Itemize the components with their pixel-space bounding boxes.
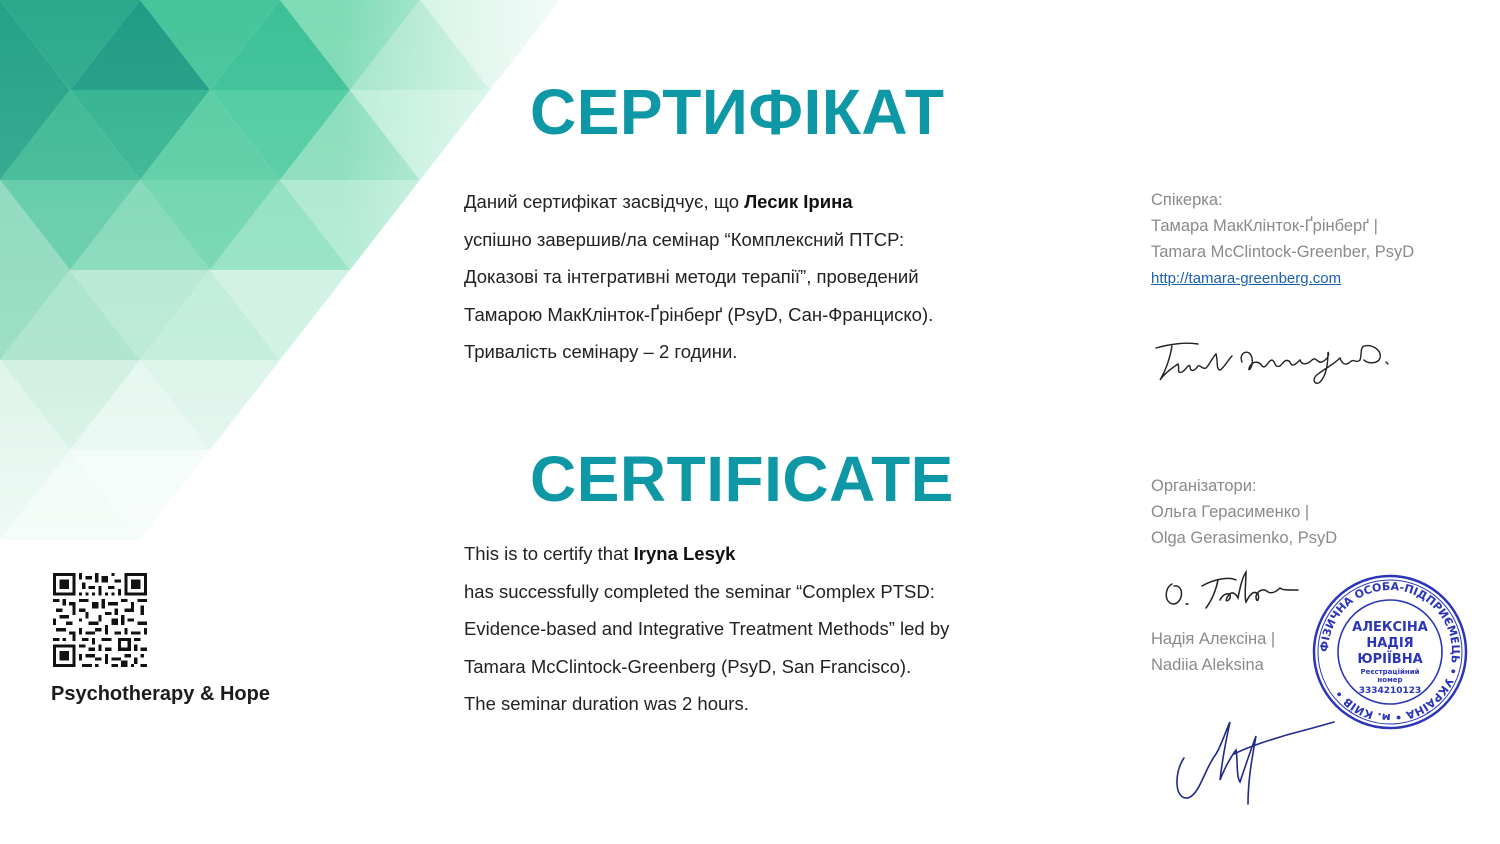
body-en-prefix: This is to certify that xyxy=(464,543,634,564)
body-en-line-2: has successfully completed the seminar “Complex PTSD: xyxy=(464,580,935,602)
body-en-line-3: Evidence-based and Integrative Treatment Methods” led by xyxy=(464,618,950,639)
organizer2-name-en: Nadiia Aleksina xyxy=(1151,656,1264,674)
body-ua-line-4: Тамарою МакКлінток-Ґрінберґ (PsyD, Сан-Франциско). xyxy=(464,303,934,325)
body-ua-line-5: Тривалість семінару – 2 години. xyxy=(464,341,738,362)
organizer1-signature xyxy=(1158,566,1308,614)
stamp-name-line3: ЮРІЇВНА xyxy=(1357,652,1423,667)
certificate-body-en xyxy=(464,535,949,723)
organizers-block xyxy=(1151,473,1337,551)
speaker-name-en: Tamara McClintock-Greenber, PsyD xyxy=(1151,243,1415,261)
body-en-line-1 xyxy=(464,535,949,573)
organizer1-name-en: Olga Gerasimenko, PsyD xyxy=(1151,529,1338,547)
stamp-name-line2: НАДІЯ xyxy=(1366,636,1414,651)
body-ua-prefix: Даний сертифікат засвідчує, що xyxy=(464,191,745,212)
body-ua-line-2: успішно завершив/ла семінар “Комплексний ПТСР: xyxy=(464,228,905,250)
brand-name: Psychotherapy & Hope xyxy=(51,683,270,705)
stamp-reg-label2: номер xyxy=(1377,676,1403,684)
stamp-outer-text: ФІЗИЧНА ОСОБА-ПІДПРИЄМЕЦЬ • УКРАЇНА • м. КИЇВ • xyxy=(1317,579,1463,725)
body-ua-line-3: Доказові та інтегративні методи терапії”, проведений xyxy=(464,266,919,287)
organizer1-name-ua: Ольга Герасименко | xyxy=(1151,503,1310,521)
organizers-label: Організатори: xyxy=(1151,477,1257,495)
qr-code xyxy=(53,573,147,667)
speaker-block xyxy=(1151,187,1414,292)
organizer2-name-ua: Надія Алексіна | xyxy=(1151,630,1276,648)
certificate-body-ua xyxy=(464,183,933,371)
organizer2-block xyxy=(1151,626,1275,678)
body-ua-line-1 xyxy=(464,183,933,221)
speaker-signature xyxy=(1150,330,1410,390)
body-en-line-5: The seminar duration was 2 hours. xyxy=(464,693,749,714)
speaker-website-link[interactable]: http://tamara-greenberg.com xyxy=(1151,270,1342,287)
body-en-line-4: Tamara McClintock-Greenberg (PsyD, San Francisco). xyxy=(464,655,912,677)
certificate-title-ua: СЕРТИФІКАТ xyxy=(530,76,945,148)
stamp-name-line1: АЛЕКСІНА xyxy=(1352,620,1428,635)
speaker-label: Спікерка: xyxy=(1151,191,1223,209)
recipient-name-en: Iryna Lesyk xyxy=(633,543,736,564)
stamp-reg-label1: Реєстраційний xyxy=(1360,668,1420,676)
certificate-title-en: CERTIFICATE xyxy=(530,443,954,515)
organizer2-signature xyxy=(1170,700,1340,810)
stamp-reg-number: 3334210123 xyxy=(1358,686,1422,696)
recipient-name-ua: Лесик Ірина xyxy=(744,191,853,212)
speaker-name-ua: Тамара МакКлінток-Ґрінберґ | xyxy=(1151,217,1378,235)
